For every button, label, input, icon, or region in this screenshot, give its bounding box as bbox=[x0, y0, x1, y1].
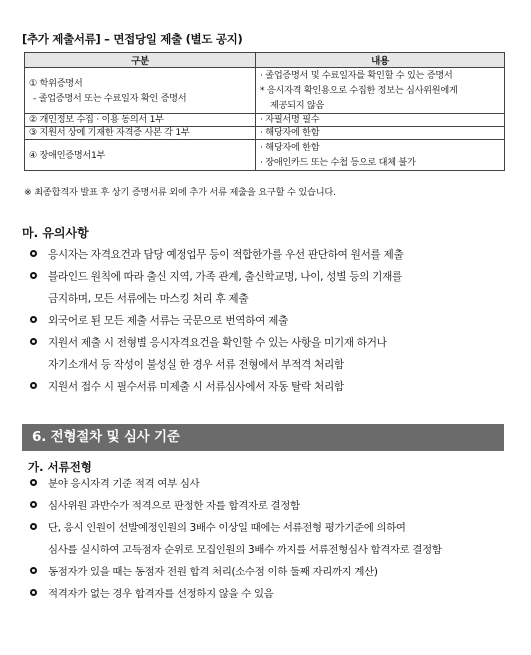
additional-docs-table bbox=[24, 52, 505, 171]
list-item-text: 분야 응시자격 기준 적격 여부 심사 bbox=[48, 478, 200, 490]
circle-bullet-icon bbox=[30, 250, 37, 257]
list-item-text: 블라인드 원칙에 따라 출신 지역, 가족 관계, 출신학교명, 나이, 성별 등의 기재를 bbox=[48, 271, 402, 283]
table-cell-category bbox=[25, 140, 256, 171]
table-cell-category bbox=[25, 127, 256, 140]
list-item-text: 심사위원 과반수가 적격으로 판정한 자를 합격자로 결정함 bbox=[48, 500, 300, 512]
list-item bbox=[30, 244, 403, 266]
table-header-category: 구분 bbox=[25, 53, 256, 68]
notes-heading: 마. 유의사항 bbox=[22, 226, 89, 240]
cell-line: · 장애인카드 또는 수첩 등으로 대체 불가 bbox=[260, 157, 416, 168]
list-item bbox=[30, 332, 403, 376]
circle-bullet-icon bbox=[30, 523, 37, 530]
list-item bbox=[30, 495, 442, 517]
list-item bbox=[30, 561, 442, 583]
list-item-text: 적격자가 없는 경우 합격자를 선정하지 않을 수 있음 bbox=[48, 588, 274, 600]
list-item-text: 지원서 제출 시 전형별 응시자격요건을 확인할 수 있는 사항을 미기재 하거나 bbox=[48, 337, 387, 349]
section-header-bar: 6. 전형절차 및 심사 기준 bbox=[22, 424, 504, 451]
table-row bbox=[25, 114, 505, 127]
cell-line: · 해당자에 한함 bbox=[260, 127, 320, 138]
circle-bullet-icon bbox=[30, 382, 37, 389]
table-cell-content bbox=[256, 68, 505, 114]
table-header-content: 내용 bbox=[256, 53, 505, 68]
table-row bbox=[25, 140, 505, 171]
cell-line: · 해당자에 한함 bbox=[260, 142, 320, 153]
list-item-text: 심사를 실시하여 고득점자 순위로 모집인원의 3배수 까지를 서류전형심사 합격자로 결정함 bbox=[48, 544, 442, 556]
table-cell-category bbox=[25, 114, 256, 127]
circle-bullet-icon bbox=[30, 338, 37, 345]
circle-bullet-icon bbox=[30, 272, 37, 279]
table-header-row bbox=[25, 53, 505, 68]
screening-list bbox=[30, 473, 442, 605]
footnote: ※ 최종합격자 발표 후 상기 증명서류 외에 추가 서류 제출을 요구할 수 있습니다. bbox=[24, 187, 336, 198]
circle-bullet-icon bbox=[30, 501, 37, 508]
table-cell-category bbox=[25, 68, 256, 114]
circle-bullet-icon bbox=[30, 567, 37, 574]
table-row bbox=[25, 127, 505, 140]
list-item bbox=[30, 583, 442, 605]
cell-line: ④ 장애인증명서1부 bbox=[29, 149, 106, 161]
cell-line: ① 학위증명서 bbox=[29, 77, 83, 89]
cell-line: · 자필서명 필수 bbox=[260, 114, 320, 125]
circle-bullet-icon bbox=[30, 589, 37, 596]
list-item-text: 응시자는 자격요건과 담당 예정업무 등이 적합한가를 우선 판단하여 원서를 제출 bbox=[48, 249, 404, 261]
list-item-text: 외국어로 된 모든 제출 서류는 국문으로 번역하여 제출 bbox=[48, 315, 289, 327]
cell-line: ② 개인정보 수집 · 이용 동의서 1부 bbox=[29, 114, 164, 125]
notes-list bbox=[30, 244, 403, 398]
cell-line: * 응시자격 확인용으로 수집한 정보는 심사위원에게 bbox=[260, 85, 458, 96]
additional-docs-title: [추가 제출서류] – 면접당일 제출 (별도 공지) bbox=[22, 32, 243, 46]
list-item bbox=[30, 473, 442, 495]
cell-line: · 졸업증명서 및 수료일자를 확인할 수 있는 증명서 bbox=[260, 70, 453, 81]
table-row bbox=[25, 68, 505, 114]
list-item-text: 금지하며, 모든 서류에는 마스킹 처리 후 제출 bbox=[48, 293, 249, 305]
list-item bbox=[30, 376, 403, 398]
list-item bbox=[30, 517, 442, 561]
cell-line: ③ 지원서 상에 기재한 자격증 사본 각 1부 bbox=[29, 127, 190, 138]
circle-bullet-icon bbox=[30, 316, 37, 323]
cell-line: 제공되지 않음 bbox=[270, 100, 325, 111]
list-item-text: 동점자가 있을 때는 동점자 전원 합격 처리(소수점 이하 둘째 자리까지 계산) bbox=[48, 566, 378, 578]
table-cell-content bbox=[256, 114, 505, 127]
cell-line: - 졸업증명서 또는 수료일자 확인 증명서 bbox=[33, 92, 187, 104]
table-cell-content bbox=[256, 127, 505, 140]
list-item bbox=[30, 310, 403, 332]
circle-bullet-icon bbox=[30, 479, 37, 486]
list-item bbox=[30, 266, 403, 310]
screening-heading: 가. 서류전형 bbox=[28, 460, 92, 474]
list-item-text: 지원서 접수 시 필수서류 미제출 시 서류심사에서 자동 탈락 처리함 bbox=[48, 381, 344, 393]
table-cell-content bbox=[256, 140, 505, 171]
list-item-text: 단, 응시 인원이 선발예정인원의 3배수 이상일 때에는 서류전형 평가기준에 의하여 bbox=[48, 522, 406, 534]
list-item-text: 자기소개서 등 작성이 불성실 한 경우 서류 전형에서 부적격 처리함 bbox=[48, 359, 344, 371]
